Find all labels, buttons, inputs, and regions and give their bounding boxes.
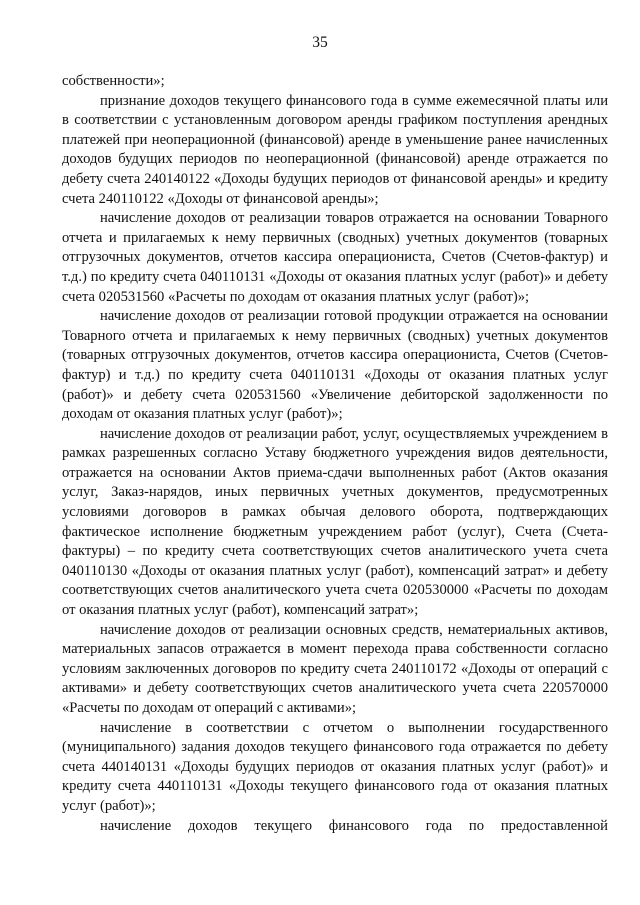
paragraph-works-services-income: начисление доходов от реализации работ, услуг, осуществляемых учреждением в рамках разрешенных согласно Уставу бюджетного учреждения видов деятельности, отражается на основании Актов приема-сдачи выполненных работ (Актов оказания услуг, Заказ-нарядов, иных первичных учетных документов, предусмотренных условиями договоров в рамках обычая делового оборота, подтверждающих фактическое исполнение бюджетным учреждением работ (услуг), Счета (Счета-фактуры) – по кредиту счета соответствующих счетов аналитического учета счета 040110130 «Доходы от оказания платных услуг (работ), компенсаций затрат» и дебету соответствующих счетов аналитического учета счета 020530000 «Расчеты по доходам от оказания платных услуг (работ), компенсаций затрат»;: [62, 425, 608, 619]
paragraph-continuation: собственности»;: [62, 73, 165, 89]
paragraph-finished-products-income: начисление доходов от реализации готовой продукции отражается на основании Товарного отчета и прилагаемых к нему первичных (сводных) учетных документов (товарных отгрузочных документов, отчетов кассира операциониста, Счетов (Счетов-фактур) и т.д.) по кредиту счета 040110131 «Доходы от оказания платных услуг (работ)» и дебету счета 020531560 «Увеличение дебиторской задолженности по доходам от оказания платных услуг (работ)»;: [62, 308, 608, 423]
paragraph-current-year-income: начисление доходов текущего финансового года по предоставленной: [100, 817, 608, 834]
paragraph-assets-sales-income: начисление доходов от реализации основных средств, нематериальных активов, материальных запасов отражается в момент перехода права собственности согласно условиям заключенных договоров по кредиту счета 240110172 «Доходы от операций с активами» и дебету соответствующих счетов аналитического учета счета 220570000 «Расчеты по доходам от операций с активами»;: [62, 621, 608, 716]
paragraph-goods-sales-income: начисление доходов от реализации товаров отражается на основании Товарного отчета и прилагаемых к нему первичных (сводных) учетных документов (товарных отгрузочных документов, отчетов кассира операциониста, Счетов (Счетов-фактур) и т.д.) по кредиту счета 040110131 «Доходы от оказания платных услуг (работ)» и дебету счета 020531560 «Расчеты по доходам от оказания платных услуг (работ)»;: [62, 210, 608, 305]
paragraph-finance-lease-income: признание доходов текущего финансового года в сумме ежемесячной платы или в соответствии с установленным договором аренды графиком поступления арендных платежей при неоперационной (финансовой) аренде в уменьшение ранее начисленных доходов будущих периодов по неоперационной (финансовой) аренде отражается по дебету счета 240140122 «Доходы будущих периодов от финансовой аренды» и кредиту счета 240110122 «Доходы от финансовой аренды»;: [62, 92, 608, 207]
paragraph-state-assignment-income: начисление в соответствии с отчетом о выполнении государственного (муниципального) задания доходов текущего финансового года отражается по дебету счета 440140131 «Доходы будущих периодов от оказания платных услуг (работ)» и кредиту счета 440110131 «Доходы текущего финансового года от оказания платных услуг (работ)»;: [62, 719, 608, 814]
page-number: 35: [312, 34, 328, 51]
body-text: [62, 72, 608, 836]
